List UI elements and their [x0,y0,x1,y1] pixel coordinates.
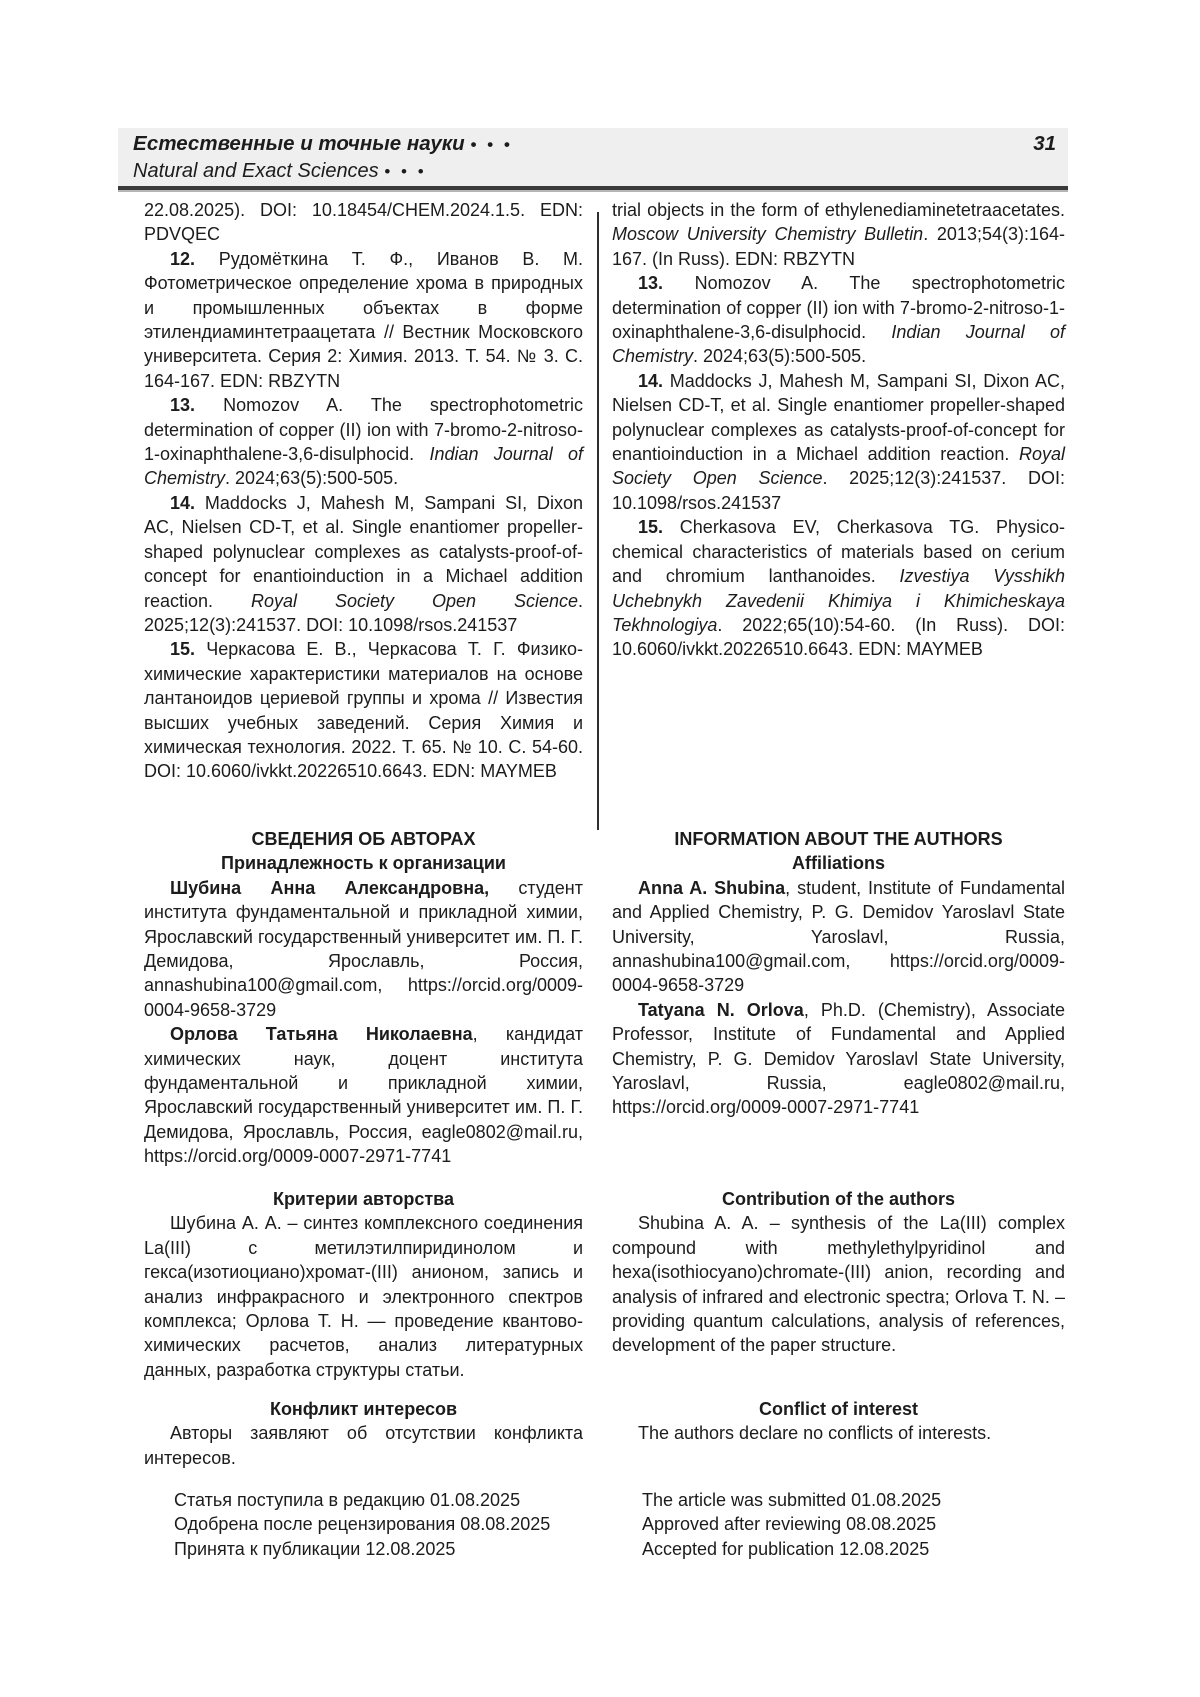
references-list-en [612,198,1065,662]
text-run: 15. [170,639,196,660]
text-run: Royal Society Open Science [612,444,1065,489]
text-run: 22.08.2025). DOI: 10.18454/CHEM.2024.1.5. EDN: PDVQEC [144,200,583,245]
text-run: . 2025;12(3):241537. DOI: 10.1098/rsos.241537 [144,590,583,635]
reference-item [144,198,583,247]
contribution-heading-en: Contribution of the authors [722,1189,955,1209]
reference-item [612,515,1065,661]
date-line-accepted-ru: Принята к публикации 12.08.2025 [174,1538,456,1559]
running-title-ru-text: Естественные и точные науки [133,132,465,155]
text-run: 14. [638,370,664,391]
author-paragraph [612,998,1065,1120]
affiliations-heading-ru: Принадлежность к организации [221,853,506,874]
contribution-section-en [612,1187,1065,1358]
conflict-heading-en: Conflict of interest [758,1399,918,1419]
references-list-ru [144,198,583,784]
author-paragraph [144,1022,583,1168]
text-run: , Ph.D. (Chemistry), Associate Professor, Institute of Fundamental and Applied Chemistry, P. G. Demidov Yaroslavl State University, Yaroslavl, Russia, eagle0802@mail.ru, https://orcid.org/0009-0007-2971-7741 [612,999,1065,1118]
reference-item [612,369,1065,515]
text-run: Черкасова Е. В., Черкасова Т. Г. Физико-химические характеристики материалов на основе лантаноидов цериевой группы и хрома // Известия высших учебных заведений. Серия Химия и химическая технология. 2022. Т. 65. № 10. С. 54-60. DOI: 10.6060/ivkkt.20226510.6643. EDN: MAYMEB [144,639,583,782]
conflict-section-ru [144,1397,583,1470]
text-run: . 2013;54(3):164-167. (In Russ). EDN: RBZYTN [612,224,1066,269]
authors-info-en [612,827,1065,1120]
title-dots-ru: • • • [470,135,513,154]
text-run: студент института фундаментальной и прикладной химии, Ярославский государственный университет им. П. Г. Демидова, Ярославль, Россия, annashubina100@gmail.com, https://orcid.org/0009-0004-9658-3729 [144,877,583,1020]
author-paragraph [612,876,1065,998]
reference-item [612,271,1065,369]
reference-item [144,247,583,393]
article-dates-en [612,1488,1065,1561]
text-run: Шубина Анна Александровна, [170,877,490,898]
text-run: Cherkasova EV, Cherkasova TG. Physico-chemical characteristics of materials based on cerium and chromium lanthanoides. [612,517,1065,587]
affiliations-heading-en: Affiliations [792,853,885,874]
text-run: 13. [170,395,196,416]
text-run: Nomozov A. The spectrophotometric determination of copper (II) ion with 7-bromo-2-nitroso-1-oxinaphthalene-3,6-disulphocid. [144,395,583,465]
text-run: . 2025;12(3):241537. DOI: 10.1098/rsos.241537 [612,468,1065,513]
text-run: Maddocks J, Mahesh M, Sampani SI, Dixon AC, Nielsen CD-T, et al. Single enantiomer propeller-shaped polynuclear complexes as catalysts-proof-of-concept for enantioinduction in a Michael addition reaction. [612,370,1065,465]
date-line-approved-ru: Одобрена после рецензирования 08.08.2025 [174,1514,551,1535]
conflict-paragraph-en: The authors declare no conflicts of interests. [638,1423,992,1444]
text-run: trial objects in the form of ethylenediaminetetraacetates. [612,200,1065,220]
text-run: Nomozov A. The spectrophotometric determination of copper (II) ion with 7-bromo-2-nitroso-1-oxinaphthalene-3,6-disulphocid. [612,273,1065,343]
conflict-heading-ru: Конфликт интересов [269,1399,458,1419]
date-line-accepted-en: Accepted for publication 12.08.2025 [642,1538,930,1559]
reference-item [144,393,583,491]
reference-item [612,198,1065,271]
text-run: . 2024;63(5):500-505. [693,346,867,367]
text-run: . 2022;65(10):54-60. (In Russ). DOI: 10.6060/ivkkt.20226510.6643. EDN: MAYMEB [612,614,1065,660]
text-run: Рудомёткина Т. Ф., Иванов В. М. Фотометрическое определение хрома в природных и промышленных объектах в форме этилендиаминтетраацетата // Вестник Московского университета. Серия 2: Химия. 2013. Т. 54. № 3. С. 164-167. EDN: RBZYTN [144,248,583,391]
text-run: 15. [638,517,664,538]
running-title-en-text: Natural and Exact Sciences [133,160,379,182]
page-number: 31 [1033,132,1056,155]
criteria-paragraph-ru: Шубина А. А. – синтез комплексного соединения La(III) с метилэтилпиридинолом и гекса(изотиоциано)хромат-(III) анионом, запись и анализ инфракрасного и электронного спектров комплекса; Орлова Т. Н. — проведение квантово-химических расчетов, анализ литературных данных, разработка структуры статьи. [144,1213,583,1380]
article-dates-ru [144,1488,583,1561]
text-run: Royal Society Open Science [251,590,578,611]
text-run: Indian Journal of Chemistry [612,322,1065,367]
text-run: Anna A. Shubina [638,877,786,898]
contribution-paragraph-en: Shubina A. A. – synthesis of the La(III) complex compound with methylethylpyridinol and hexa(isothiocyano)chromate-(III) anion, recording and analysis of infrared and electronic spectra; Orlova T. N. – providing quantum calculations, analysis of references, development of the paper structure. [612,1213,1065,1356]
authors-heading-en: INFORMATION ABOUT THE AUTHORS [674,829,1003,849]
text-run: Indian Journal of Chemistry [144,444,584,489]
text-run: Tatyana N. Orlova [638,999,804,1020]
text-run: , student, Institute of Fundamental and Applied Chemistry, P. G. Demidov Yaroslavl State University, Yaroslavl, Russia, annashubina100@gmail.com, https://orcid.org/0009-0004-9658-3729 [612,877,1065,996]
reference-item [144,491,583,637]
criteria-heading-ru: Критерии авторства [272,1189,455,1209]
running-title-ru [133,130,513,158]
column-divider [597,212,599,830]
text-run: . 2024;63(5):500-505. [225,468,399,489]
reference-item [144,637,583,783]
text-run: 14. [170,492,196,513]
page-header [118,128,1068,190]
date-line-submitted-ru: Статья поступила в редакцию 01.08.2025 [174,1490,521,1510]
text-run: Maddocks J, Mahesh M, Sampani SI, Dixon AC, Nielsen CD-T, et al. Single enantiomer propeller-shaped polynuclear complexes as catalysts-proof-of-concept for enantioinduction in a Michael addition reaction. [144,492,583,611]
running-title-en [133,158,1056,185]
conflict-section-en [612,1397,1065,1446]
text-run: Izvestiya Vysshikh Uchebnykh Zavedenii Khimiya i Khimicheskaya Tekhnologiya [612,566,1065,635]
authors-info-ru [144,827,583,1169]
date-line-approved-en: Approved after reviewing 08.08.2025 [642,1514,937,1535]
text-run: Moscow University Chemistry Bulletin [612,224,924,245]
text-run: Орлова Татьяна Николаевна [170,1024,473,1045]
author-paragraph [144,876,583,1022]
title-dots-en: • • • [384,162,427,181]
date-line-submitted-en: The article was submitted 01.08.2025 [642,1490,942,1510]
criteria-section-ru [144,1187,583,1382]
conflict-paragraph-ru: Авторы заявляют об отсутствии конфликта интересов. [144,1423,583,1468]
authors-heading-ru: СВЕДЕНИЯ ОБ АВТОРАХ [251,829,476,849]
text-run: 12. [170,248,196,269]
text-run: 13. [638,273,664,294]
text-run: , кандидат химических наук, доцент института фундаментальной и прикладной химии, Ярославский государственный университет им. П. Г. Демидова, Ярославль, Россия, eagle0802@mail.ru, https://orcid.org/0009-0007-2971-7741 [144,1024,583,1167]
